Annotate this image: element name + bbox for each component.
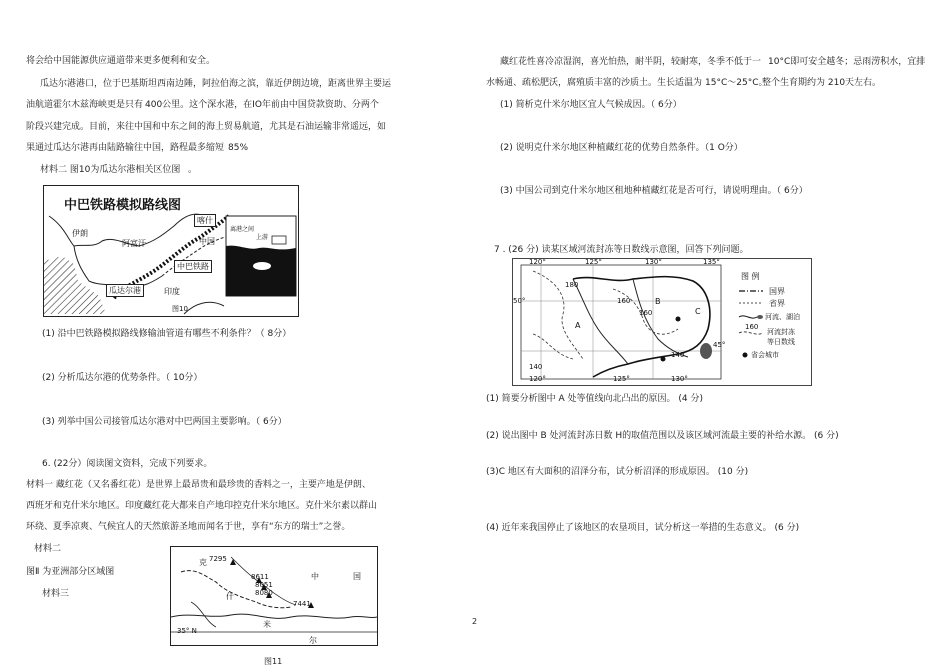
fig10-label-kashgar: 喀什 <box>194 214 216 227</box>
q6-material-1c: 环绕、夏季凉爽、气候宜人的天然旅游圣地而闻名于世，享有“东方的瑞士”之誉。 <box>26 522 351 532</box>
fig11-peak-1: 7295 <box>209 555 227 563</box>
map-lon-130-bottom: 130° <box>671 375 688 383</box>
legend-river-lake: 河流、湖泊 <box>765 313 800 321</box>
fig11-china-2: 国 <box>353 572 361 581</box>
q7-4: (4) 近年来我国停止了该地区的农垦项目，试分析这一举措的生态意义。 (6 分) <box>486 523 800 533</box>
material-2-end: 。 <box>188 165 198 175</box>
legend-iso-value: 160 <box>745 323 759 331</box>
map-lat-45: 45° <box>713 341 726 349</box>
left-para-1: 将会给中国能源供应通道带来更多便利和安全。 <box>26 56 216 66</box>
map-iso-160-b: 160 <box>639 309 653 317</box>
map-point-b: B <box>655 297 661 306</box>
fig11-peak-5: 7441 <box>293 600 311 608</box>
right-para-1a: 藏红花性喜冷凉湿润，喜光怕热，耐半阴，较耐寒，冬季不低于一 <box>500 57 762 67</box>
fig10-inset-label-a: 离港之间 <box>230 226 255 233</box>
map-point-a: A <box>575 321 581 330</box>
legend-iso-b: 等日数线 <box>767 338 795 346</box>
q7-heading: 7 . (26 分) 读某区域河流封冻等日数线示意图，回答下列问题。 <box>494 245 749 255</box>
fig10-label-china: 中国 <box>199 237 215 246</box>
map-lon-125-bottom: 125° <box>613 375 630 383</box>
map-iso-180: 180 <box>565 281 579 289</box>
q6-1: (1) 简析克什米尔地区宜人气候成因。（ 6分） <box>500 100 682 110</box>
legend-province-border: 省界 <box>769 299 785 308</box>
q6-material-1a: 材料一 藏红花（又名番红花）是世界上最昂贵和最珍贵的香料之一，主要产地是伊朗、 <box>26 480 371 490</box>
fig10-inset-label-b: 上游 <box>256 234 269 241</box>
left-para-3b: 400公里。这个深水港，在IO年前由中国贷款资助、分两个 <box>145 100 379 110</box>
river-freeze-map <box>512 258 812 386</box>
map-iso-160-a: 160 <box>617 297 631 305</box>
legend-national-border: 国界 <box>769 287 785 296</box>
q7-1: (1) 简要分析图中 A 处等值线向北凸出的原因。 (4 分) <box>486 394 703 404</box>
q5-1: (1) 沿中巴铁路模拟路线修输油管道有哪些不利条件？（ 8分） <box>42 329 292 339</box>
q6-material-3: 材料三 <box>42 589 70 599</box>
q6-3: (3) 中国公司到克什米尔地区租地种植藏红花是否可行，请说明理由。（ 6分） <box>500 186 808 196</box>
figure-10-map <box>43 185 299 317</box>
right-para-2a: 水畅通、疏松肥沃，腐殖质丰富的沙质土。生长适温为 <box>486 78 703 88</box>
right-para-2c: 整个生育期约为 210天左右。 <box>762 78 882 88</box>
fig11-mi: 米 <box>263 620 271 629</box>
fig11-caption: 图11 <box>264 657 283 666</box>
fig11-ke: 克 <box>199 558 207 567</box>
fig11-er: 尔 <box>309 636 317 645</box>
fig10-label-india: 印度 <box>164 287 180 296</box>
fig10-caption: 图10 <box>172 305 188 313</box>
map-lon-125-top: 125° <box>585 258 602 266</box>
map-point-c: C <box>695 307 701 316</box>
left-para-5a: 果通过瓜达尔港再由陆路输往中国，路程最多缩短 <box>26 143 225 153</box>
q7-3: (3)C 地区有大面积的沼泽分布，试分析沼泽的形成原因。 (10 分) <box>486 467 749 477</box>
fig11-latitude: 35° N <box>177 627 197 635</box>
legend-capital: 省会城市 <box>751 351 779 359</box>
fig11-peak-3: 8051 <box>255 581 273 589</box>
fig11-peak-2: 8611 <box>251 573 269 581</box>
q7-2: (2) 说出图中 B 处河流封冻日数 H的取值范围以及该区域河流最主要的补给水源。 (6 分) <box>486 431 839 441</box>
q6-fig11-note: 图Ⅱ 为亚洲部分区域图 <box>26 567 115 577</box>
river-freeze-svg <box>513 259 811 385</box>
material-2-heading: 材料二 图10为瓜达尔港相关区位图 <box>40 165 181 175</box>
left-para-5b: 85% <box>228 143 249 153</box>
q6-material-1b: 西班牙和克什米尔地区。印度藏红花大都来自产地印控克什米尔地区。克什米尔素以群山 <box>26 501 378 511</box>
fig10-label-iran: 伊朗 <box>72 229 88 238</box>
fig11-china-1: 中 <box>311 572 319 581</box>
q5-3: (3) 列举中国公司接管瓜达尔港对中巴两国主要影响。（ 6分） <box>42 417 287 427</box>
fig10-label-railway: 中巴铁路 <box>174 260 212 273</box>
map-lon-120-top: 120° <box>529 258 546 266</box>
map-iso-140-b: 140 <box>671 351 685 359</box>
map-lon-130-top: 130° <box>645 258 662 266</box>
page-number: 2 <box>472 617 478 626</box>
left-para-3a: 油航道霍尔木兹海峡更是只有 <box>26 100 144 110</box>
right-para-1b: 10°C即可安全越冬；忌雨涝积水，宜排 <box>768 57 926 67</box>
fig10-label-gwadar: 瓜达尔港 <box>106 284 144 297</box>
q6-material-2: 材料二 <box>34 544 62 554</box>
right-para-2b: 15°C～25°C。 <box>705 78 768 88</box>
map-lon-135-top: 135° <box>703 258 720 266</box>
map-lon-120-bottom: 120° <box>529 375 546 383</box>
legend-iso-a: 河流封冻 <box>767 328 795 336</box>
fig11-peak-4: 8080 <box>255 589 273 597</box>
q6-2: (2) 说明克什米尔地区种植藏红花的优势自然条件。（1 O分） <box>500 143 743 153</box>
left-para-2: 瓜达尔港港口，位于巴基斯坦西南边陲，阿拉伯海之滨，靠近伊朗边境，距离世界主要运 <box>40 79 392 89</box>
left-para-4: 阶段兴建完成。目前，来往中国和中东之间的海上贸易航道，尤其是石油运输非常遥远，如 <box>26 122 387 132</box>
q5-2: (2) 分析瓜达尔港的优势条件。（ 10分） <box>42 373 203 383</box>
figure-11-map <box>170 546 378 646</box>
map-iso-140-a: 140 <box>529 363 543 371</box>
legend-title: 图 例 <box>741 272 760 281</box>
map-lat-50: 50° <box>513 297 526 305</box>
fig10-title: 中巴铁路模拟路线图 <box>64 198 182 213</box>
fig11-shen: 什 <box>226 592 234 601</box>
fig10-label-afghanistan: 阿富汗 <box>122 239 146 248</box>
q6-heading: 6. (22分）阅读图文资料，完成下列要求。 <box>42 459 213 469</box>
